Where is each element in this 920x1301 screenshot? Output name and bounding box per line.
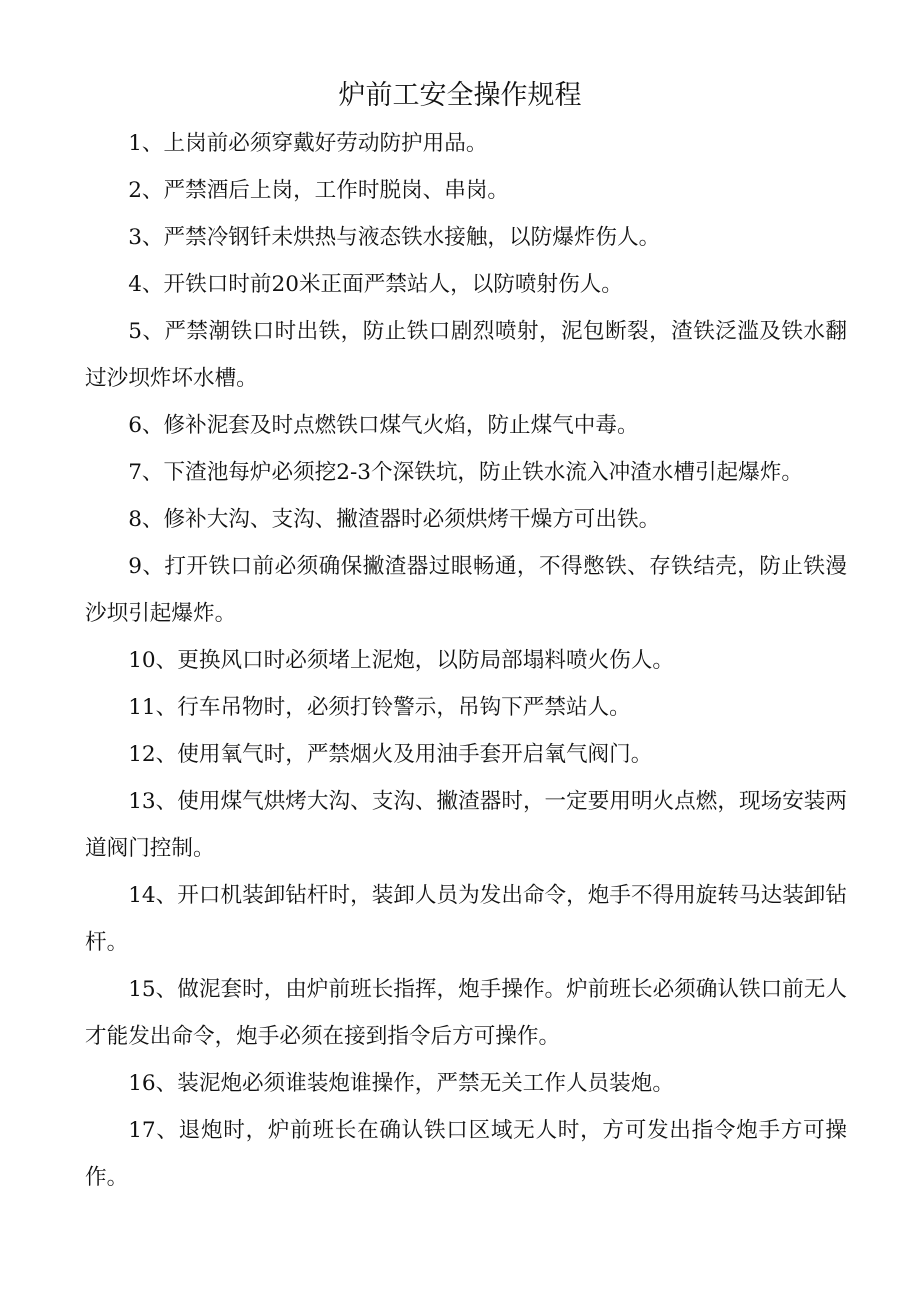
rule-item: 2、严禁酒后上岗，工作时脱岗、串岗。: [128, 178, 510, 203]
rules-list: [85, 120, 847, 1201]
document-title: 炉前工安全操作规程: [338, 80, 582, 111]
rule-item: 3、严禁冷钢钎未烘热与液态铁水接触，以防爆炸伤人。: [128, 225, 661, 250]
rule-item: 12、使用氧气时，严禁烟火及用油手套开启氧气阀门。: [128, 742, 653, 767]
rule-item: 10、更换风口时必须堵上泥炮，以防局部塌料喷火伤人。: [128, 648, 674, 673]
rule-item: 6、修补泥套及时点燃铁口煤气火焰，防止煤气中毒。: [128, 413, 639, 438]
rule-item: 1、上岗前必须穿戴好劳动防护用品。: [128, 131, 488, 156]
rule-item: 9、打开铁口前必须确保撇渣器过眼畅通，不得憋铁、存铁结壳，防止铁漫沙坝引起爆炸。: [85, 554, 847, 626]
rule-item: 16、装泥炮必须谁装炮谁操作，严禁无关工作人员装炮。: [128, 1071, 674, 1096]
rule-item: 14、开口机装卸钻杆时，装卸人员为发出命令，炮手不得用旋转马达装卸钻杆。: [85, 883, 847, 955]
rule-item: 11、行车吊物时，必须打铃警示，吊钩下严禁站人。: [128, 695, 631, 720]
rule-item: 8、修补大沟、支沟、撇渣器时必须烘烤干燥方可出铁。: [128, 507, 661, 532]
rule-item: 5、严禁潮铁口时出铁，防止铁口剧烈喷射，泥包断裂，渣铁泛滥及铁水翻过沙坝炸坏水槽。: [85, 319, 847, 391]
rule-item: 4、开铁口时前20米正面严禁站人，以防喷射伤人。: [128, 272, 623, 297]
rule-item: 13、使用煤气烘烤大沟、支沟、撇渣器时，一定要用明火点燃，现场安装两道阀门控制。: [85, 789, 847, 861]
rule-item: 7、下渣池每炉必须挖2-3个深铁坑，防止铁水流入冲渣水槽引起爆炸。: [128, 460, 803, 485]
rule-item: 15、做泥套时，由炉前班长指挥，炮手操作。炉前班长必须确认铁口前无人才能发出命令，炮手必须在接到指令后方可操作。: [85, 977, 847, 1049]
rule-item: 17、退炮时，炉前班长在确认铁口区域无人时，方可发出指令炮手方可操作。: [85, 1118, 847, 1190]
